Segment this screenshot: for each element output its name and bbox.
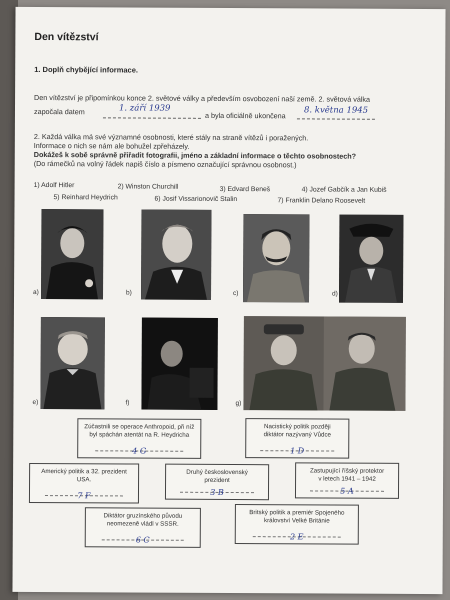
info-box-cz-line2: prezident xyxy=(204,476,230,484)
info-box-british-line1: Britský politik a premiér Spojeného xyxy=(249,509,345,517)
info-box-georgian-line1: Diktátor gruzínského původu xyxy=(103,512,183,520)
name-7: 7) Franklin Delano Roosevelt xyxy=(277,197,366,205)
question-2-line3: Dokážeš k sobě správně přiřadit fotografii, jméno a základní informace o těchto osobnostech? xyxy=(33,149,357,161)
info-box-georgian[interactable] xyxy=(85,507,201,548)
info-box-nazi-line1: Nacistický politik později xyxy=(263,423,331,431)
photo-b-label: b) xyxy=(126,289,132,297)
info-box-protector[interactable] xyxy=(295,462,399,499)
question-2-line1: 2. Každá válka má své významné osobnosti, které stály na straně vítězů i poražených. xyxy=(33,131,309,143)
photo-f xyxy=(141,318,217,410)
worksheet-page xyxy=(12,7,445,594)
photo-a-label: a) xyxy=(33,288,39,297)
info-box-us-line1: Americký politik a 32. prezident xyxy=(41,468,127,476)
name-3: 3) Edvard Beneš xyxy=(219,185,271,194)
info-box-anthropoid-line1: Zúčastnili se operace Anthropoid, při níž xyxy=(84,423,195,431)
photo-a xyxy=(41,209,103,299)
info-box-anthropoid[interactable] xyxy=(77,418,201,459)
question-2-line4: (Do rámečků na volný řádek napiš číslo a písmeno označující správnou osobnost.) xyxy=(33,158,297,170)
name-2: 2) Winston Churchill xyxy=(117,183,179,191)
photo-b xyxy=(141,210,211,300)
photo-g-label: g) xyxy=(235,400,242,408)
photo-c xyxy=(243,214,309,302)
photo-d-label: d) xyxy=(332,290,338,298)
info-box-anthropoid-line2: byl spáchán atentát na R. Heydricha xyxy=(89,430,190,439)
question-1-heading: 1. Doplň chybějící informace. xyxy=(34,64,139,75)
photo-e-label: e) xyxy=(32,398,39,407)
photo-c-label: c) xyxy=(233,290,239,298)
answer-us[interactable]: 7 F xyxy=(77,490,91,500)
name-5: 5) Reinhard Heydrich xyxy=(53,194,118,202)
info-box-british-line2: království Velké Británie xyxy=(263,516,330,525)
info-box-cz[interactable] xyxy=(165,464,269,501)
answer-cz[interactable]: 3 B xyxy=(210,487,224,497)
info-box-nazi[interactable] xyxy=(245,418,349,459)
info-box-nazi-line2: diktátor nazývaný Vůdce xyxy=(263,430,332,439)
info-box-georgian-line2: neomezeně vládl v SSSR. xyxy=(106,519,179,528)
question-1-start-label: započala datem xyxy=(33,106,85,117)
info-box-cz-line1: Druhý československý xyxy=(186,468,248,477)
answer-anthropoid[interactable]: 4 G xyxy=(132,445,147,456)
answer-protector[interactable]: 5 A xyxy=(340,486,354,496)
name-1: 1) Adolf Hitler xyxy=(33,181,75,190)
page-title: Den vítězství xyxy=(34,30,99,44)
answer-georgian[interactable]: 6 C xyxy=(135,535,150,545)
info-box-protector-line1: Zastupující říšský protektor xyxy=(309,467,385,475)
answer-line-end xyxy=(297,118,375,119)
photo-f-label: f) xyxy=(125,399,130,407)
answer-line-start xyxy=(103,117,201,119)
name-6: 6) Josif Vissarionovič Stalin xyxy=(154,195,238,204)
name-4: 4) Jozef Gabčík a Jan Kubiš xyxy=(301,186,387,194)
answer-start-date[interactable]: 1. září 1939 xyxy=(118,103,171,114)
answer-end-date[interactable]: 8. května 1945 xyxy=(303,105,369,116)
info-box-us-line2: USA. xyxy=(76,475,92,483)
photo-d xyxy=(339,215,403,303)
answer-nazi[interactable]: 1 D xyxy=(290,445,305,455)
question-2-line2: Informace o nich se nám ale bohužel zpřeházely. xyxy=(33,140,190,151)
question-1-mid-label: a byla oficiálně ukončena xyxy=(204,110,286,121)
answer-british[interactable]: 2 E xyxy=(289,531,304,541)
question-1-text: Den vítězství je připomínkou konce 2. světové války a především osvobození naší země. 2. světová válka xyxy=(34,92,371,104)
info-box-protector-line2: v letech 1941 – 1942 xyxy=(318,474,376,483)
photo-e xyxy=(40,317,104,409)
info-box-british[interactable] xyxy=(235,504,359,545)
info-box-us[interactable] xyxy=(29,463,139,504)
photo-g xyxy=(243,316,405,411)
